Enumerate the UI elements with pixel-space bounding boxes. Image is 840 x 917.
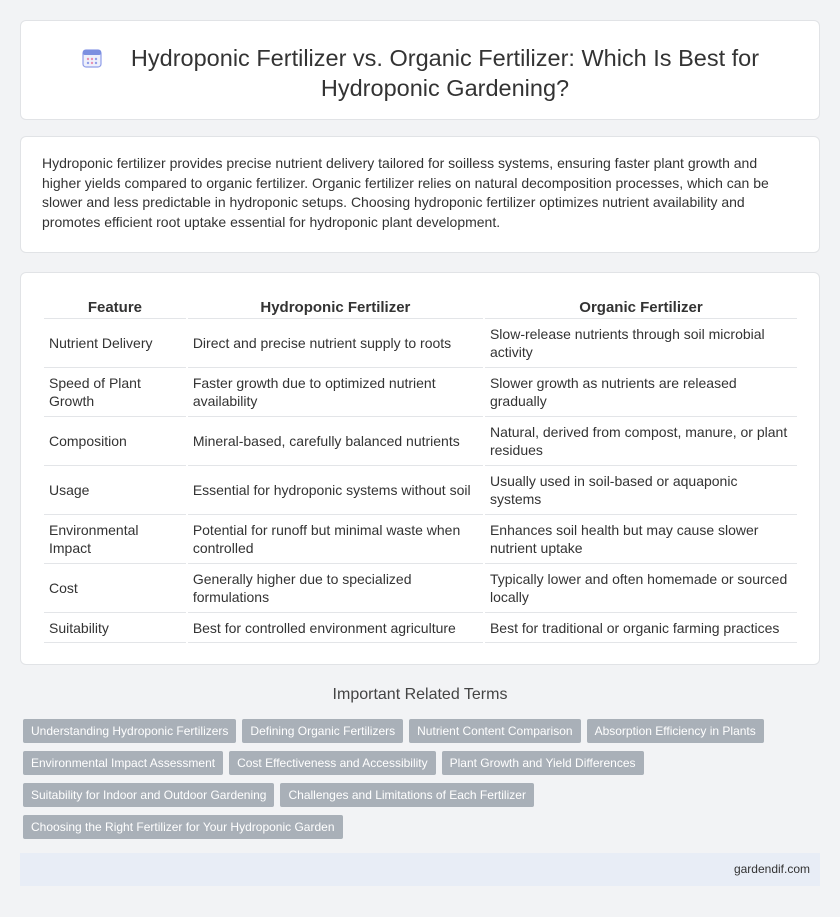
- table-cell: Faster growth due to optimized nutrient availability: [188, 368, 483, 417]
- table-cell: Potential for runoff but minimal waste when controlled: [188, 515, 483, 564]
- table-cell: Usually used in soil-based or aquaponic systems: [485, 466, 797, 515]
- table-cell: Speed of Plant Growth: [44, 368, 186, 417]
- table-cell: Essential for hydroponic systems without soil: [188, 466, 483, 515]
- comparison-card: [20, 272, 820, 665]
- related-terms-list: [23, 719, 813, 847]
- tag-row: [23, 815, 813, 839]
- footer: [20, 853, 820, 886]
- related-term-tag[interactable]: Challenges and Limitations of Each Fertilizer: [280, 783, 533, 807]
- table-cell: Slower growth as nutrients are released gradually: [485, 368, 797, 417]
- table-cell: Composition: [44, 417, 186, 466]
- table-cell: Cost: [44, 564, 186, 613]
- related-term-tag[interactable]: Cost Effectiveness and Accessibility: [229, 751, 436, 775]
- tag-row: [23, 751, 813, 775]
- header-card: [20, 20, 820, 120]
- column-header: Organic Fertilizer: [485, 297, 797, 319]
- related-term-tag[interactable]: Choosing the Right Fertilizer for Your Hydroponic Garden: [23, 815, 343, 839]
- related-terms-heading: Important Related Terms: [332, 686, 508, 703]
- table-row: [44, 515, 797, 564]
- table-cell: Natural, derived from compost, manure, or plant residues: [485, 417, 797, 466]
- related-term-tag[interactable]: Environmental Impact Assessment: [23, 751, 223, 775]
- page-title: Hydroponic Fertilizer vs. Organic Fertilizer: Which Is Best for Hydroponic Gardening?: [130, 45, 760, 101]
- table-row: [44, 319, 797, 368]
- table-row: [44, 564, 797, 613]
- column-header: Feature: [44, 297, 186, 319]
- table-header-row: [44, 297, 797, 319]
- table-cell: Suitability: [44, 613, 186, 643]
- table-cell: Nutrient Delivery: [44, 319, 186, 368]
- table-row: [44, 466, 797, 515]
- table-cell: Best for controlled environment agriculture: [188, 613, 483, 643]
- table-row: [44, 368, 797, 417]
- table-cell: Direct and precise nutrient supply to roots: [188, 319, 483, 368]
- table-cell: Mineral-based, carefully balanced nutrients: [188, 417, 483, 466]
- table-row: [44, 613, 797, 643]
- table-cell: Slow-release nutrients through soil microbial activity: [485, 319, 797, 368]
- column-header: Hydroponic Fertilizer: [188, 297, 483, 319]
- tag-row: [23, 719, 813, 743]
- table-cell: Enhances soil health but may cause slower nutrient uptake: [485, 515, 797, 564]
- comparison-table: [42, 297, 799, 643]
- table-row: [44, 417, 797, 466]
- related-term-tag[interactable]: Understanding Hydroponic Fertilizers: [23, 719, 236, 743]
- related-term-tag[interactable]: Nutrient Content Comparison: [409, 719, 580, 743]
- table-cell: Typically lower and often homemade or sourced locally: [485, 564, 797, 613]
- table-cell: Usage: [44, 466, 186, 515]
- site-name[interactable]: gardendif.com: [733, 862, 810, 876]
- intro-paragraph: Hydroponic fertilizer provides precise nutrient delivery tailored for soilless systems, ensuring faster plant growth and higher yields compared to organic fertilizer. Organic fertilizer relies on natural decomposition processes, which can be slower and less predictable in hydroponic setups. Choosing hydroponic fertilizer optimizes nutrient availability and promotes efficient root uptake essential for hydroponic plant development.: [42, 155, 769, 230]
- related-term-tag[interactable]: Absorption Efficiency in Plants: [587, 719, 764, 743]
- related-term-tag[interactable]: Suitability for Indoor and Outdoor Gardening: [23, 783, 274, 807]
- tag-row: [23, 783, 813, 807]
- table-cell: Environmental Impact: [44, 515, 186, 564]
- table-cell: Best for traditional or organic farming practices: [485, 613, 797, 643]
- table-cell: Generally higher due to specialized formulations: [188, 564, 483, 613]
- intro-card: [20, 136, 820, 253]
- related-term-tag[interactable]: Plant Growth and Yield Differences: [442, 751, 644, 775]
- related-term-tag[interactable]: Defining Organic Fertilizers: [242, 719, 403, 743]
